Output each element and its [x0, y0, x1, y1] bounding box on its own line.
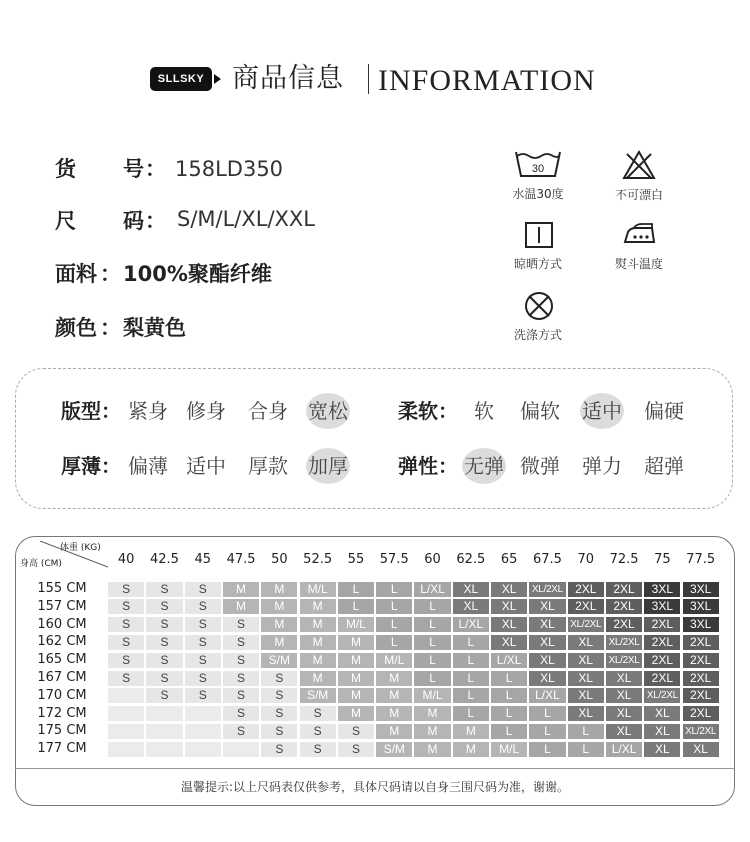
size-cell: S [185, 582, 221, 597]
height-row-header: 160 CM [37, 616, 87, 632]
size-cell: S [223, 688, 259, 703]
size-cell: L [491, 688, 527, 703]
size-cell: L [338, 582, 374, 597]
height-row-header: 175 CM [37, 723, 87, 739]
size-cell [146, 724, 182, 739]
size-cell: XL [453, 582, 489, 597]
size-cell: L [414, 599, 450, 614]
size-cell: S/M [300, 688, 336, 703]
weight-header: 50 [271, 552, 288, 567]
size-cell: L [414, 617, 450, 632]
size-cell: 2XL [644, 671, 680, 686]
soft-option-3: 适中 [582, 399, 622, 423]
fabric-features-panel [15, 368, 733, 509]
size-cell: XL [644, 724, 680, 739]
size-cell: S [185, 653, 221, 668]
size-cell: XL [568, 706, 604, 721]
no-bleach-icon [622, 150, 656, 180]
size-cell: XL/2XL [606, 635, 642, 650]
size-cell: M [453, 724, 489, 739]
size-cell: XL [644, 742, 680, 757]
size-cell: 2XL [644, 617, 680, 632]
thick-option-2: 适中 [186, 454, 226, 478]
size-cell: L/XL [414, 582, 450, 597]
size-cell: S [300, 724, 336, 739]
size-notice: 温馨提示:以上尺码表仅供参考，具体尺码请以自身三围尺码为准，谢谢。 [180, 780, 570, 794]
size-label: 尺 [55, 209, 76, 233]
size-cell [185, 706, 221, 721]
size-cell: M [300, 635, 336, 650]
size-cell: S [108, 635, 144, 650]
weight-header: 77.5 [686, 552, 716, 567]
size-cell: M/L [338, 617, 374, 632]
size-cell: L [491, 671, 527, 686]
size-cell: XL [529, 599, 565, 614]
size-cell: XL [568, 688, 604, 703]
size-cell [108, 688, 144, 703]
size-cell [146, 742, 182, 757]
fit-label: 版型： [61, 399, 121, 423]
size-cell: 3XL [683, 582, 719, 597]
size-cell [185, 742, 221, 757]
size-cell: XL [453, 599, 489, 614]
size-cell [108, 724, 144, 739]
weight-header: 40 [117, 552, 135, 567]
wash-label: 水温30度 [512, 187, 564, 201]
size-cell: S [108, 653, 144, 668]
clean-label: 洗涤方式 [513, 328, 562, 342]
size-cell: 2XL [683, 671, 719, 686]
size-cell: 2XL [606, 599, 642, 614]
material-value: 100%聚酯纤维 [123, 262, 272, 286]
thick-option-3: 厚款 [248, 454, 288, 478]
size-cell: L [453, 706, 489, 721]
sku-label-2: 号 [123, 157, 144, 181]
size-cell: M [376, 688, 412, 703]
size-cell: M [261, 635, 297, 650]
size-cell: L [453, 688, 489, 703]
size-cell: S [261, 742, 297, 757]
size-cell: S [185, 617, 221, 632]
size-cell: S [185, 635, 221, 650]
wash-method-icon [523, 290, 555, 322]
brand-arrow-icon [214, 74, 221, 84]
size-cell: S [108, 582, 144, 597]
wash-30-icon [513, 148, 563, 180]
weight-header: 45 [194, 552, 212, 567]
weight-header: 57.5 [379, 552, 409, 567]
dry-icon [524, 221, 554, 249]
size-cell: L [568, 724, 604, 739]
soft-option-4: 偏硬 [644, 399, 684, 423]
size-cell: S [338, 742, 374, 757]
size-cell: S [223, 671, 259, 686]
size-cell: M [338, 671, 374, 686]
size-cell: M [414, 724, 450, 739]
size-cell: XL [529, 653, 565, 668]
size-cell: S [300, 742, 336, 757]
size-cell: S [108, 599, 144, 614]
size-cell: M/L [491, 742, 527, 757]
size-cell: L [414, 653, 450, 668]
size-label-2: 码 [123, 209, 144, 233]
size-cell: L [414, 671, 450, 686]
size-cell: XL [606, 724, 642, 739]
size-cell: S [108, 671, 144, 686]
size-cell: M [414, 706, 450, 721]
size-cell: S [223, 706, 259, 721]
size-cell: M [338, 706, 374, 721]
height-row-header: 172 CM [37, 705, 87, 721]
size-cell: 2XL [644, 635, 680, 650]
size-cell: L [453, 635, 489, 650]
size-cell [146, 706, 182, 721]
size-cell: 2XL [683, 688, 719, 703]
softness-label: 柔软： [398, 399, 458, 423]
size-cell: XL [568, 635, 604, 650]
size-cell: 2XL [606, 582, 642, 597]
size-cell: XL/2XL [644, 688, 680, 703]
size-cell: S [223, 635, 259, 650]
material-colon: ： [100, 262, 121, 286]
size-cell: XL [683, 742, 719, 757]
size-cell: 2XL [683, 706, 719, 721]
size-cell: M [261, 582, 297, 597]
size-cell: XL [644, 706, 680, 721]
height-row-header: 167 CM [37, 670, 87, 685]
size-cell: L [529, 724, 565, 739]
size-cell: S [185, 671, 221, 686]
svg-text:30: 30 [531, 163, 545, 175]
size-cell: XL [568, 653, 604, 668]
size-cell: S [261, 688, 297, 703]
size-cell: L [491, 724, 527, 739]
size-cell: L [376, 635, 412, 650]
size-cell: S [185, 688, 221, 703]
elastic-option-1: 无弹 [464, 454, 504, 478]
size-cell: XL [529, 617, 565, 632]
size-cell: S [146, 617, 182, 632]
elastic-option-4: 超弹 [644, 454, 684, 478]
size-cell: 2XL [568, 582, 604, 597]
size-cell: M [223, 582, 259, 597]
size-cell: M [338, 635, 374, 650]
weight-header: 62.5 [456, 552, 486, 567]
size-cell: M [376, 724, 412, 739]
size-cell: XL [491, 635, 527, 650]
color-value: 梨黄色 [123, 316, 186, 340]
size-cell: S [223, 724, 259, 739]
sku-label: 货 [55, 157, 76, 181]
size-cell [185, 724, 221, 739]
section-title-en: INFORMATION [378, 64, 596, 97]
size-cell: S [185, 599, 221, 614]
size-cell: 2XL [606, 617, 642, 632]
thickness-label: 厚薄： [61, 454, 121, 478]
size-cell: L [376, 617, 412, 632]
weight-header: 52.5 [303, 552, 333, 567]
thick-option-1: 偏薄 [128, 454, 168, 478]
size-cell: XL/2XL [529, 582, 565, 597]
weight-axis-label: 体重 (KG) [60, 543, 101, 553]
fit-option-4: 宽松 [308, 399, 348, 423]
height-row-header: 165 CM [37, 652, 87, 668]
size-cell: 3XL [644, 582, 680, 597]
size-cell: L/XL [529, 688, 565, 703]
size-cell: XL/2XL [606, 653, 642, 668]
height-row-header: 162 CM [37, 634, 87, 650]
size-cell: S [146, 635, 182, 650]
size-cell [108, 706, 144, 721]
size-cell: L [529, 742, 565, 757]
size-cell: M/L [376, 653, 412, 668]
size-cell: XL [491, 617, 527, 632]
size-cell: M [376, 706, 412, 721]
iron-label: 熨斗温度 [614, 257, 663, 271]
size-cell: L/XL [453, 617, 489, 632]
size-cell: M [261, 599, 297, 614]
elastic-option-2: 微弹 [520, 454, 560, 478]
weight-header: 42.5 [149, 552, 179, 567]
weight-header: 70 [577, 552, 595, 567]
height-row-header: 170 CM [37, 687, 87, 703]
size-cell: S [146, 599, 182, 614]
fit-option-3: 合身 [248, 399, 288, 423]
size-colon: ： [145, 209, 166, 233]
size-cell: S [261, 706, 297, 721]
size-cell: L [453, 653, 489, 668]
size-cell: 3XL [683, 599, 719, 614]
size-cell: XL [606, 688, 642, 703]
dry-label: 晾晒方式 [513, 257, 562, 271]
size-cell: S [223, 653, 259, 668]
height-axis-label: 身高 (CM) [20, 559, 62, 569]
brand-logo: SLLSKY [150, 67, 212, 91]
size-cell: 3XL [683, 617, 719, 632]
weight-header: 60 [424, 552, 441, 567]
thick-option-4: 加厚 [308, 454, 348, 478]
color-label: 颜色 [55, 316, 97, 340]
weight-header: 47.5 [226, 552, 256, 567]
size-cell: S [300, 706, 336, 721]
size-cell: L [414, 635, 450, 650]
size-cell: XL/2XL [683, 724, 719, 739]
size-cell: S [223, 617, 259, 632]
size-cell: 3XL [644, 599, 680, 614]
size-cell: L [529, 706, 565, 721]
size-cell: S [338, 724, 374, 739]
weight-header: 75 [654, 552, 671, 567]
size-cell: M [300, 671, 336, 686]
size-cell: L/XL [606, 742, 642, 757]
sku-value: 158LD350 [175, 157, 284, 181]
size-cell: 2XL [683, 653, 719, 668]
size-cell: XL [491, 599, 527, 614]
size-cell: S [261, 671, 297, 686]
size-cell: 2XL [644, 653, 680, 668]
size-cell: M [223, 599, 259, 614]
size-cell: M [300, 653, 336, 668]
size-cell: L [453, 671, 489, 686]
notice-divider [15, 768, 735, 769]
size-cell: M [338, 653, 374, 668]
iron-icon [622, 222, 656, 246]
section-title-cn: 商品信息 [232, 63, 344, 94]
size-cell: XL [568, 671, 604, 686]
size-cell: L [376, 599, 412, 614]
weight-header: 67.5 [532, 552, 562, 567]
size-cell: L [491, 706, 527, 721]
size-cell: 2XL [683, 635, 719, 650]
size-cell: L/XL [491, 653, 527, 668]
size-cell: XL [529, 635, 565, 650]
size-cell: XL [606, 671, 642, 686]
size-cell: XL [491, 582, 527, 597]
size-cell: M/L [414, 688, 450, 703]
size-cell: M [300, 599, 336, 614]
height-row-header: 177 CM [37, 741, 87, 757]
size-cell: M [261, 617, 297, 632]
soft-option-1: 软 [474, 399, 494, 423]
size-cell [108, 742, 144, 757]
size-cell: L [338, 599, 374, 614]
size-cell: 2XL [568, 599, 604, 614]
material-label: 面料 [55, 262, 97, 286]
size-cell: XL [529, 671, 565, 686]
fit-option-2: 修身 [186, 399, 226, 423]
size-cell: L [568, 742, 604, 757]
size-cell: S [146, 671, 182, 686]
weight-header: 65 [500, 552, 518, 567]
bleach-label: 不可漂白 [614, 188, 663, 202]
size-cell [223, 742, 259, 757]
height-row-header: 157 CM [37, 598, 87, 614]
soft-option-2: 偏软 [520, 399, 560, 423]
size-cell: M [300, 617, 336, 632]
fit-option-1: 紧身 [128, 399, 168, 423]
size-cell: S [146, 653, 182, 668]
size-cell: L [376, 582, 412, 597]
elasticity-label: 弹性： [398, 454, 458, 478]
color-colon: ： [100, 316, 121, 340]
elastic-option-3: 弹力 [582, 454, 622, 478]
height-row-header: 155 CM [37, 581, 87, 596]
size-cell: S [146, 688, 182, 703]
size-cell: M [376, 671, 412, 686]
size-value: S/M/L/XL/XXL [177, 207, 316, 231]
size-cell: S [146, 582, 182, 597]
size-cell: S [108, 617, 144, 632]
size-cell: M [453, 742, 489, 757]
size-cell: M/L [300, 582, 336, 597]
size-cell: M [338, 688, 374, 703]
title-divider [368, 64, 369, 94]
size-cell: XL/2XL [568, 617, 604, 632]
sku-colon: ： [145, 157, 166, 181]
size-cell: XL [606, 706, 642, 721]
size-cell: M [414, 742, 450, 757]
size-cell: S/M [376, 742, 412, 757]
size-cell: S/M [261, 653, 297, 668]
weight-header: 72.5 [609, 552, 639, 567]
weight-header: 55 [347, 552, 365, 567]
size-cell: S [261, 724, 297, 739]
